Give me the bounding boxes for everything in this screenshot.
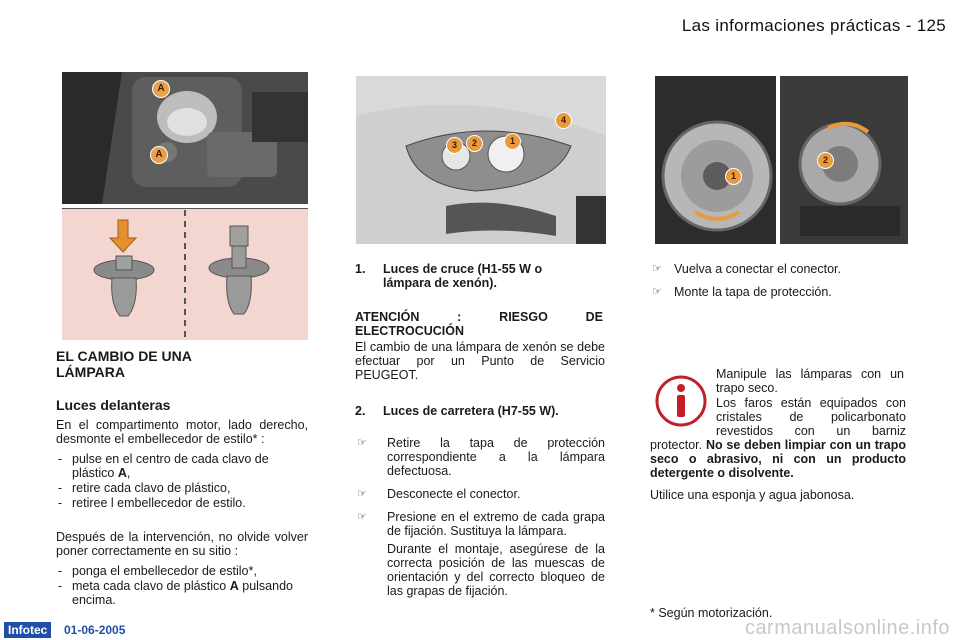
refit-step: - ponga el embellecedor de estilo*, [56, 564, 308, 578]
after-paragraph: Después de la intervención, no olvide volver poner correctamente en su sitio : [56, 530, 308, 558]
page-title: Las informaciones prácticas - 125 [681, 16, 946, 35]
pointing-hand-icon: ☞ [652, 263, 662, 275]
right-column [650, 262, 906, 308]
pointing-hand-icon: ☞ [357, 437, 367, 449]
final-step: ☞ Monte la tapa de protección. [652, 285, 832, 299]
pointing-hand-icon: ☞ [652, 286, 662, 298]
clip-illustration [62, 208, 308, 340]
section-subheading: Luces delanteras [56, 397, 171, 413]
procedure-step: ☞ Presione en el extremo de cada grapa de fijación. Sustituya la lámpara. [357, 510, 605, 538]
plastic-clip-diagram [62, 208, 308, 340]
removal-steps [56, 452, 308, 510]
procedure-list [355, 436, 605, 538]
pointing-hand-icon: ☞ [357, 511, 367, 523]
note-paragraph-1: Manipule las lámparas con un trapo seco. [716, 367, 904, 395]
engine-label-a-top: A [152, 80, 170, 98]
final-step: ☞ Vuelva a conectar el conector. [652, 262, 841, 276]
headlight-label-3: 3 [446, 137, 463, 154]
numbered-item-1: 1. Luces de cruce (H1-55 W o lámpara de xenón). [355, 262, 543, 290]
refit-step: - meta cada clavo de plástico A pulsando encima. [56, 579, 308, 607]
pointing-hand-icon: ☞ [357, 488, 367, 500]
procedure-note: Durante el montaje, asegúrese de la correcta posición de las muescas de orientación y del correcto bloqueo de las grapas de fijación. [387, 542, 605, 598]
rear-label-2: 2 [817, 152, 834, 169]
engine-compartment-photo [62, 72, 308, 204]
middle-column [355, 262, 605, 598]
headlight-photo [356, 76, 606, 244]
procedure-step: ☞ Retire la tapa de protección correspondiente a la lámpara defectuosa. [357, 436, 605, 478]
removal-step: - retiree l embellecedor de estilo. [56, 496, 308, 510]
removal-step: - pulse en el centro de cada clavo de plástico A, [56, 452, 308, 480]
headlight-label-1: 1 [504, 133, 521, 150]
final-steps [650, 262, 906, 299]
intro-paragraph: En el compartimento motor, lado derecho, desmonte el embellecedor de estilo* : [56, 418, 308, 446]
infotec-logo: Infotec [4, 622, 51, 638]
headlight-label-2: 2 [466, 135, 483, 152]
procedure-step: ☞ Desconecte el conector. [357, 487, 521, 501]
warning-title: ATENCIÓN : RIESGO DE ELECTROCUCIÓN [355, 310, 603, 338]
rear-label-1: 1 [725, 168, 742, 185]
rear-illustration-left [655, 76, 776, 244]
left-column [56, 348, 308, 608]
warning-text: El cambio de una lámpara de xenón se debe efectuar por un Punto de Servicio PEUGEOT. [355, 340, 605, 382]
edition-date: 01-06-2005 [64, 623, 126, 637]
numbered-item-2: 2. Luces de carretera (H7-55 W). [355, 404, 559, 418]
watermark: carmanualsonline.info [744, 617, 950, 639]
refit-steps [56, 564, 308, 607]
headlight-label-4: 4 [555, 112, 572, 129]
removal-step: - retire cada clavo de plástico, [56, 481, 308, 495]
engine-illustration [62, 72, 308, 204]
footnote: * Según motorización. [650, 606, 773, 620]
rear-illustration-right [780, 76, 908, 244]
section-heading: EL CAMBIO DE UNA LÁMPARA [56, 348, 192, 380]
note-paragraph-3: Utilice una esponja y agua jabonosa. [650, 488, 855, 502]
engine-label-a-bottom: A [150, 146, 168, 164]
headlight-illustration [356, 76, 606, 244]
headlight-rear-photo-right [780, 76, 908, 244]
note-paragraph-2: Los faros están equipados con cristales de policarbonato revestidos con un barniz protector. No se deben limpiar con un trapo seco o abrasivo, ni con un producto detergente o disolvente. [650, 396, 906, 480]
headlight-rear-photo-left [655, 76, 776, 244]
